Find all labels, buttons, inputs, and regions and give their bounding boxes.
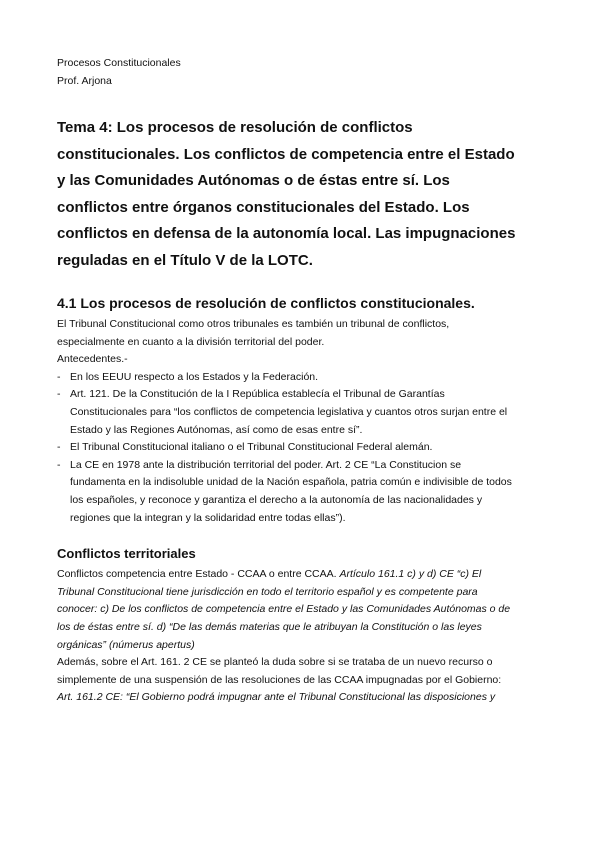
list-item-text: El Tribunal Constitucional italiano o el Tribunal Constitucional Federal alemán. bbox=[70, 441, 433, 454]
section-intro: El Tribunal Constitucional como otros tribunales es también un tribunal de conflictos, especialmente en cuanto a la división territorial del poder. bbox=[57, 318, 450, 348]
list-item bbox=[57, 457, 517, 527]
paragraph-text: Conflictos competencia entre Estado - CCAA o entre CCAA. bbox=[57, 568, 340, 581]
antecedentes-list bbox=[57, 369, 517, 527]
quoted-article-text: Artículo 161.1 c) y d) CE “c) El Tribunal Constitucional tiene jurisdicción en todo el territorio español y es competente para conocer: c) De los conflictos de competencia entre el Estado y las Comunidades Autónomas o de los de éstas entre sí. d) “De las demás materias que le atribuyan la Constitución o las leyes orgánicas” (númerus apertus) bbox=[57, 568, 511, 651]
list-item-text: Art. 121. De la Constitución de la I República establecía el Tribunal de Garantías Constitucionales para “los conflictos de competencia legislativa y cuantos otros surjan entre el Estado y las Regiones Autónomas, así como de esas entre sí”. bbox=[70, 388, 508, 436]
list-item bbox=[57, 439, 517, 457]
list-item-text: La CE en 1978 ante la distribución territorial del poder. Art. 2 CE “La Constitucion se fundamenta en la indisoluble unidad de la Nación española, patria común e indivisible de todos los españoles, y reconoce y garantiza el derecho a la autonomía de las nacionalidades y regiones que la integran y la solidaridad entre todas ellas”). bbox=[70, 458, 512, 524]
list-item-text: En los EEUU respecto a los Estados y la Federación. bbox=[70, 370, 319, 383]
document-page bbox=[57, 54, 517, 707]
dash-bullet-icon: - bbox=[57, 458, 61, 471]
list-item bbox=[57, 386, 517, 439]
list-item bbox=[57, 369, 517, 387]
subsection-paragraph-1 bbox=[57, 566, 517, 654]
antecedentes-label: Antecedentes.- bbox=[57, 353, 128, 366]
document-title: Tema 4: Los procesos de resolución de conflictos constitucionales. Los conflictos de competencia entre el Estado y las Comunidades Autónomas o de éstas entre sí. Los conflictos entre órganos constitucionales del Estado. Los conflictos en defensa de la autonomía local. Las impugnaciones reguladas en el Título V de la LOTC. bbox=[57, 119, 516, 269]
course-name: Procesos Constitucionales bbox=[57, 57, 181, 69]
professor-name: Prof. Arjona bbox=[57, 75, 112, 87]
section-heading: 4.1 Los procesos de resolución de conflictos constitucionales. bbox=[57, 295, 475, 311]
dash-bullet-icon: - bbox=[57, 441, 61, 454]
subsection-paragraph-3: Art. 161.2 CE: “El Gobierno podrá impugnar ante el Tribunal Constitucional las disposiciones y bbox=[57, 691, 496, 704]
subsection-heading: Conflictos territoriales bbox=[57, 546, 196, 562]
subsection-paragraph-2: Además, sobre el Art. 161. 2 CE se planteó la duda sobre si se trataba de un nuevo recurso o simplemente de una suspensión de las resoluciones de las CCAA impugnadas por el Gobierno: bbox=[57, 656, 502, 686]
dash-bullet-icon: - bbox=[57, 388, 61, 401]
dash-bullet-icon: - bbox=[57, 370, 61, 383]
